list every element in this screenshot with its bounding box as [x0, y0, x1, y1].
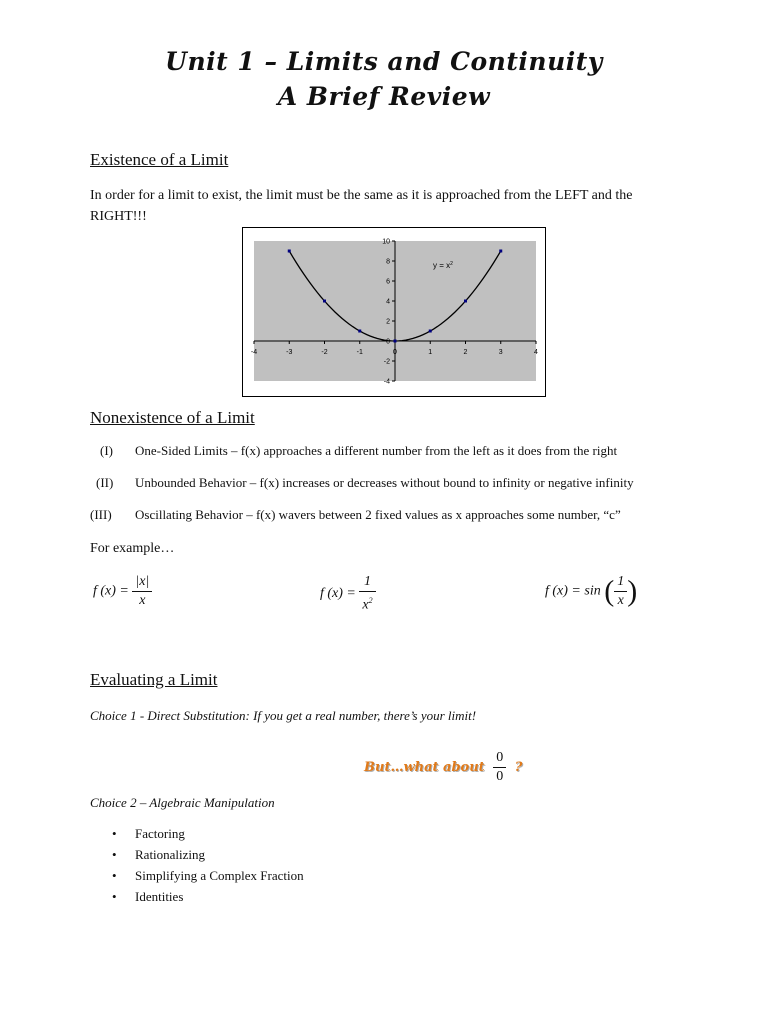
nonexistence-heading: Nonexistence of a Limit [90, 408, 255, 427]
what-about-denominator: 0 [496, 769, 504, 784]
bullet-icon: • [112, 868, 117, 883]
item-number-2: (II) [96, 475, 114, 490]
what-about-numerator: 0 [493, 749, 506, 768]
bullet-icon: • [112, 847, 117, 862]
y-tick-label: 10 [382, 238, 390, 246]
x-tick-label: -2 [321, 349, 328, 356]
y-tick-label: 6 [386, 278, 390, 286]
item-text-2: Unbounded Behavior – f(x) increases or decreases without bound to infinity or negative infinity [135, 475, 634, 490]
chart-frame [242, 227, 546, 397]
parabola-chart [243, 228, 545, 396]
formula-3-denominator: x [617, 593, 624, 608]
bullet-complex-fraction: Simplifying a Complex Fraction [135, 868, 304, 883]
x-tick-label: 3 [498, 349, 503, 356]
data-point [429, 330, 432, 333]
x-tick-label: 0 [393, 349, 397, 356]
legend-label: $y = x^2$ [433, 261, 453, 270]
y-tick-label: 0 [386, 338, 390, 346]
choice-1-text: Choice 1 - Direct Substitution: If you get a real number, there’s your limit! [90, 708, 477, 723]
formula-3-lhs: f (x) = sin [545, 583, 601, 599]
x-tick-label: -4 [250, 349, 258, 356]
evaluating-heading: Evaluating a Limit [90, 670, 218, 689]
formula-abs-x-over-x [93, 573, 152, 610]
data-point [358, 330, 361, 333]
formula-1-numerator: |x| [132, 573, 152, 592]
y-tick-label: -2 [383, 358, 390, 366]
formula-3-numerator: 1 [614, 573, 627, 592]
what-about-text: But…what about [364, 760, 485, 775]
bullet-icon: • [112, 889, 117, 904]
left-paren-icon: ( [604, 574, 615, 608]
existence-text: In order for a limit to exist, the limit must be the same as it is approached from the LEFT and the RIGHT!!! [90, 188, 633, 224]
title-line-2: A Brief Review [277, 82, 491, 111]
data-point [464, 300, 467, 303]
x-tick-label: 1 [428, 349, 433, 356]
data-point [288, 250, 291, 253]
item-number-3: (III) [90, 507, 112, 522]
data-point [323, 300, 326, 303]
formula-1-lhs: f (x) = [93, 583, 129, 599]
bullet-identities: Identities [135, 889, 184, 904]
formula-2-lhs: f (x) = [320, 586, 356, 602]
example-label: For example… [90, 541, 175, 556]
formula-one-over-x-squared [320, 573, 376, 615]
x-tick-label: -1 [356, 349, 363, 356]
data-point [394, 340, 397, 343]
y-tick-label: 4 [386, 298, 390, 306]
x-tick-label: -3 [286, 349, 293, 356]
formula-1-denominator: x [139, 593, 146, 608]
item-text-3: Oscillating Behavior – f(x) wavers between 2 fixed values as x approaches some number, “c” [135, 507, 621, 522]
x-tick-label: 2 [463, 349, 468, 356]
formula-sin-one-over-x [545, 573, 637, 610]
what-about-callout [364, 749, 522, 786]
item-text-1: One-Sided Limits – f(x) approaches a different number from the left as it does from the right [135, 443, 618, 458]
y-tick-label: -4 [383, 378, 390, 386]
bullet-rationalizing: Rationalizing [135, 847, 206, 862]
x-tick-label: 4 [534, 349, 538, 356]
bullet-factoring: Factoring [135, 826, 185, 841]
y-tick-label: 2 [386, 318, 390, 326]
y-tick-label: 8 [386, 258, 390, 266]
what-about-question: ? [514, 760, 523, 775]
right-paren-icon: ) [627, 574, 638, 608]
formula-2-numerator: 1 [359, 573, 375, 592]
choice-2-text: Choice 2 – Algebraic Manipulation [90, 795, 275, 810]
formula-2-exponent: 2 [368, 596, 373, 605]
formula-2-denominator: x [362, 597, 369, 613]
existence-heading: Existence of a Limit [90, 150, 229, 169]
item-number-1: (I) [100, 443, 113, 458]
data-point [499, 250, 502, 253]
bullet-icon: • [112, 826, 117, 841]
title-line-1: Unit 1 – Limits and Continuity [165, 47, 603, 76]
